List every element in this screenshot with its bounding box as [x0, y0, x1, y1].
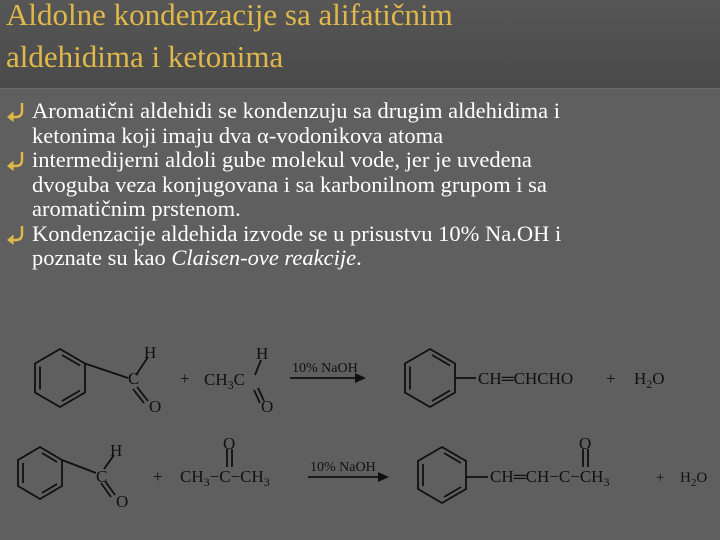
bullet-item-2: [6, 148, 716, 222]
arrow-bullet-icon: [6, 149, 26, 171]
r1-acetaldehyde-h: H: [256, 344, 269, 363]
benzene-ring-icon: [18, 447, 62, 499]
arrow-bullet-icon: [6, 223, 26, 245]
bullet-1-line-1: Aromatični aldehidi se kondenzuju sa drugim aldehidima i: [32, 98, 560, 123]
r1-aldehyde-h: H: [144, 343, 157, 362]
title-line-2: aldehidima i ketonima: [6, 39, 284, 74]
title-line-1: Aldolne kondenzacije sa alifatičnim: [6, 0, 453, 32]
bullet-item-3: [6, 222, 716, 271]
r1-product-chain: CH═CHCHO: [478, 369, 574, 388]
bullet-2-line-1: intermedijerni aldoli gube molekul vode, jer je uvedena: [32, 147, 532, 172]
benzene-ring-icon: [35, 349, 85, 407]
r2-acetone-o: O: [223, 434, 236, 453]
alpha-symbol: α: [256, 122, 269, 148]
r2-plus: +: [153, 467, 163, 486]
r1-water: $H_2O$: [634, 369, 665, 391]
bullet-1-line-2: ketonima koji imaju dva α-vodonikova atoma: [32, 122, 444, 148]
slide-title: [6, 0, 706, 78]
bullet-3-line-2: poznate su kao Claisen-ove reakcije.: [32, 245, 362, 270]
claisen-italic: Claisen-ove reakcije: [171, 245, 357, 270]
r2-product-chain: $CH═CH-C-CH_3$: [490, 467, 610, 489]
r2-aldehyde-c: C: [96, 467, 108, 486]
r2-water: $H_2O$: [680, 470, 708, 489]
bullet-3-line-1: Kondenzacije aldehida izvode se u prisustvu 10% Na.OH i: [32, 220, 562, 246]
r1-plus-2: +: [606, 369, 616, 388]
r2-aldehyde-h: H: [110, 441, 123, 460]
r2-acetone-chain: $CH_3-C-CH_3$: [180, 467, 270, 489]
bullet-2-line-3: aromatičnim prstenom.: [32, 196, 241, 221]
r1-acetaldehyde-o: O: [261, 397, 274, 416]
r1-aldehyde-c: C: [128, 369, 140, 388]
r2-plus-2: +: [656, 470, 665, 486]
r1-reagent-label: 10% NaOH: [292, 361, 358, 376]
r2-aldehyde-o: O: [116, 492, 129, 511]
r2-reagent-label: 10% NaOH: [310, 460, 376, 475]
benzene-ring-icon: [405, 349, 455, 407]
r1-aldehyde-o: O: [149, 397, 162, 416]
arrow-bullet-icon: [6, 100, 26, 122]
bullet-item-1: [6, 99, 716, 148]
r1-ch3: $CH_3C$: [204, 370, 245, 392]
reaction-schemes: [0, 335, 720, 540]
bullet-2-line-2: dvoguba veza konjugovana i sa karbonilnom grupom i sa: [32, 171, 547, 197]
r1-plus: +: [180, 369, 190, 388]
benzene-ring-icon: [418, 447, 466, 503]
bullet-list: [6, 99, 716, 271]
r2-product-o: O: [579, 434, 592, 453]
